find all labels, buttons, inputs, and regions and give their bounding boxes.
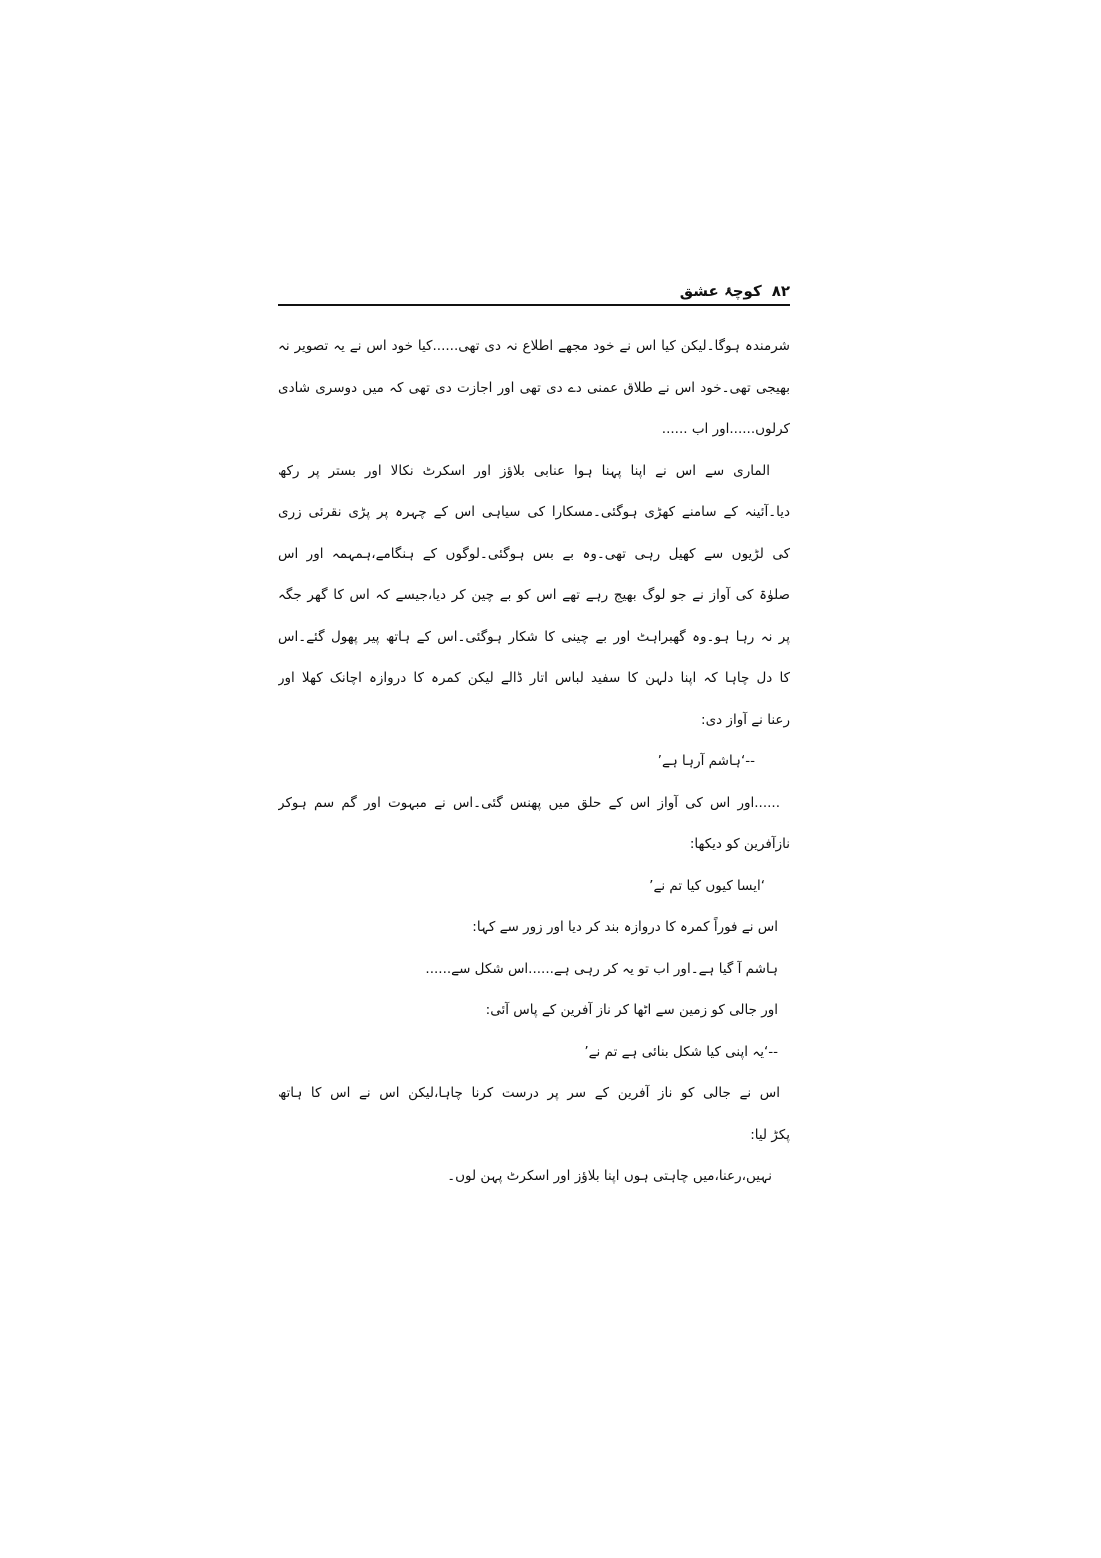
body-text [278,326,790,1198]
text-line: کرلوں......اور اب ...... [661,421,790,437]
text-line: پر نہ رہا ہو۔وہ گھبراہٹ اور بے چینی کا شکار ہوگئی۔اس کے ہاتھ پیر پھول گئے۔اس [278,628,790,645]
text-line: بھیجی تھی۔خود اس نے طلاق عمنی دے دی تھی اور اجازت دی تھی کہ میں دوسری شادی [278,379,790,396]
text-line: نہیں،رعنا،میں چاہتی ہوں اپنا بلاؤز اور اسکرٹ پہن لوں۔ [447,1168,772,1184]
text-line: دیا۔آئینہ کے سامنے کھڑی ہوگئی۔مسکارا کی سیاہی اس کے چہرہ پر پڑی نقرئی زری [278,504,790,520]
text-line: رعنا نے آواز دی: [701,711,790,728]
text-line: نازآفرین کو دیکھا: [689,836,790,852]
text-line: ......اور اس کی آواز اس کے حلق میں پھنس گئی۔اس نے مبہوت اور گم سم ہوکر [278,794,780,811]
text-line: شرمندہ ہوگا۔لیکن کیا اس نے خود مجھے اطلاع نہ دی تھی......کیا خود اس نے یہ تصویر نہ [278,338,790,354]
text-line: اس نے فوراً کمرہ کا دروازہ بند کر دیا اور زور سے کہا: [472,919,778,935]
text-line: الماری سے اس نے اپنا پہنا ہوا عنابی بلاؤز اور اسکرٹ نکالا اور بستر پر رکھ [278,462,770,479]
text-line: اس نے جالی کو ناز آفرین کے سر پر درست کرنا چاہا،لیکن اس نے اس کا ہاتھ [278,1085,780,1101]
text-line: ‘ایسا کیوں کیا تم نے’ [649,877,765,894]
text-line: پکڑ لیا: [750,1126,790,1143]
text-line: --‘ہاشم آرہا ہے’ [657,753,755,769]
text-line: کا دل چاہا کہ اپنا دلہن کا سفید لباس اتار ڈالے لیکن کمرہ کا دروازہ اچانک کھلا اور [278,670,790,686]
text-line: کی لڑیوں سے کھیل رہی تھی۔وہ بے بس ہوگئی۔لوگوں کے ہنگامے،ہمہمہ اور اس [278,545,790,562]
header-rule [278,304,790,306]
book-title: کوچۂ عشق [679,282,762,300]
text-line: صلوٰۃ کی آواز نے جو لوگ بھیج رہے تھے اس کو بے چین کر دیا،جیسے کہ اس کا گھر جگہ [278,587,790,603]
text-line: اور جالی کو زمین سے اٹھا کر ناز آفرین کے پاس آئی: [485,1002,778,1018]
text-line: --‘یہ اپنی کیا شکل بنائی ہے تم نے’ [584,1043,778,1060]
text-line: ہاشم آ گیا ہے۔اور اب تو یہ کر رہی ہے......اس شکل سے...... [425,960,778,977]
page-number: ۸۲ [771,282,790,300]
running-header [278,279,790,303]
